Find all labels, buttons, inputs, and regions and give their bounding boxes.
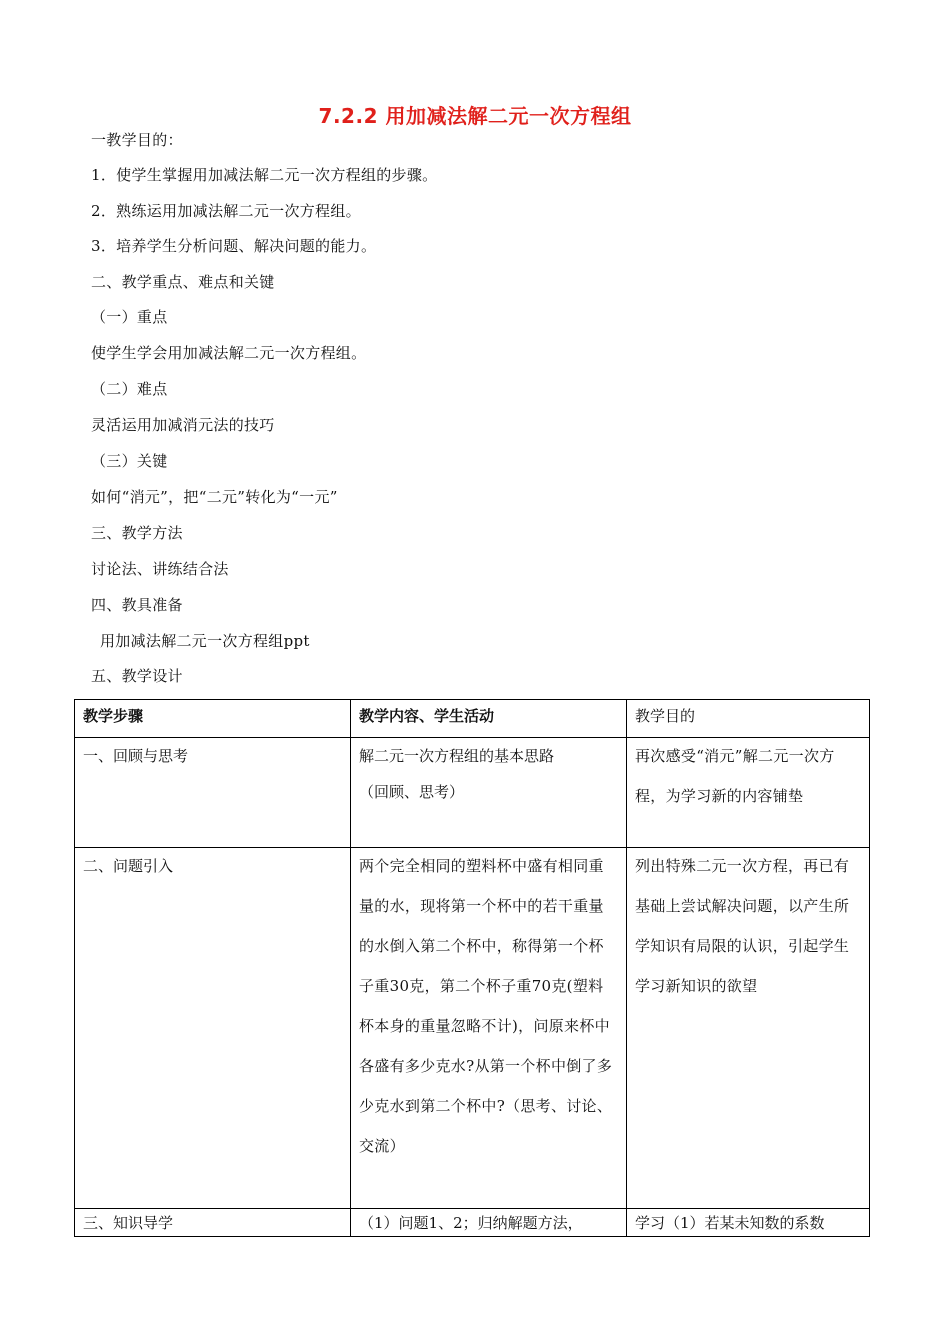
objective-1: 1．使学生掌握用加减法解二元一次方程组的步骤。 [91,166,438,184]
document-title: 7.2.2 用加减法解二元一次方程组 [318,104,632,128]
subsection-key-heading: （三）关键 [91,452,168,470]
focus-text: 使学生学会用加减法解二元一次方程组。 [91,344,367,362]
header-content: 教学内容、学生活动 [351,700,627,738]
header-steps: 教学步骤 [75,700,351,738]
subsection-difficulty-heading: （二）难点 [91,380,168,398]
row-purpose: 学习（1）若某未知数的系数 [627,1209,870,1237]
header-purpose: 教学目的 [627,700,870,738]
row-step: 一、回顾与思考 [75,738,351,848]
table-row [75,848,870,1209]
key-text: 如何“消元”，把“二元”转化为“一元” [91,488,338,506]
subsection-focus-heading: （一）重点 [91,308,168,326]
table-header-row [75,700,870,738]
row-content: （1）问题1、2；归纳解题方法， [351,1209,627,1237]
section-design-heading: 五、教学设计 [91,667,183,685]
section-tools-heading: 四、教具准备 [91,596,183,614]
row-purpose: 再次感受“消元”解二元一次方程，为学习新的内容铺垫 [627,738,870,848]
methods-text: 讨论法、讲练结合法 [91,560,229,578]
section-objectives-heading: 一教学目的： [91,131,183,149]
teaching-design-table [74,699,870,1237]
row-step: 二、问题引入 [75,848,351,1209]
row-purpose: 列出特殊二元一次方程，再已有基础上尝试解决问题，以产生所学知识有局限的认识，引起学生学习新知识的欲望 [627,848,870,1209]
difficulty-text: 灵活运用加减消元法的技巧 [91,416,275,434]
content-line: 解二元一次方程组的基本思路 [359,747,555,765]
table-row [75,1209,870,1237]
content-line: （回顾、思考） [359,783,465,801]
objective-3: 3．培养学生分析问题、解决问题的能力。 [91,237,377,255]
objective-2: 2．熟练运用加减法解二元一次方程组。 [91,202,361,220]
tools-text: 用加减法解二元一次方程组ppt [100,632,310,650]
table-row [75,738,870,848]
row-content: 两个完全相同的塑料杯中盛有相同重量的水，现将第一个杯中的若干重量的水倒入第二个杯中，称得第一个杯子重30克，第二个杯子重70克(塑料杯本身的重量忽略不计)，问原来杯中各盛有多少克水?从第一个杯中倒了多少克水到第二个杯中?（思考、讨论、交流） [351,848,627,1209]
row-step: 三、知识导学 [75,1209,351,1237]
row-content [351,738,627,848]
section-key-points-heading: 二、教学重点、难点和关键 [91,273,275,291]
section-methods-heading: 三、教学方法 [91,524,183,542]
